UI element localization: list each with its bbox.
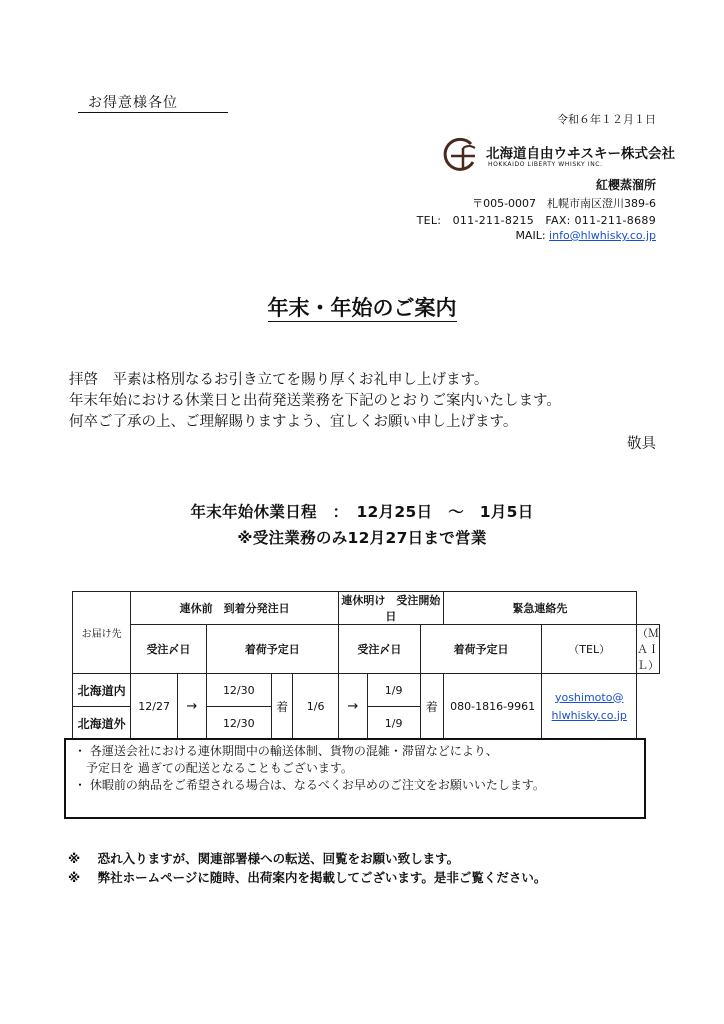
after-order-start: 1/6 — [293, 674, 339, 740]
recipient-underline — [78, 112, 228, 113]
document-date: 令和６年１２月１日 — [557, 113, 656, 126]
notice-item-1 — [74, 743, 644, 760]
footer-mark: ※ — [68, 851, 81, 866]
sub-order-deadline-after: 受注〆日 — [338, 625, 420, 674]
notice-item-1-cont — [74, 760, 644, 777]
company-mail — [515, 229, 656, 242]
bullet: ・ — [74, 778, 87, 792]
mail-label: MAIL: — [515, 229, 546, 242]
footer-note-2-text: 弊社ホームページに随時、出荷案内を掲載してございます。是非ご覧ください。 — [97, 870, 547, 885]
schedule-table — [72, 591, 660, 740]
arrow-after: → — [338, 674, 367, 740]
mail-link[interactable]: info@hlwhisky.co.jp — [549, 229, 656, 242]
footer-note-1-text: 恐れ入りますが、関連部署様への転送、回覧をお願い致します。 — [97, 851, 460, 866]
company-tel-fax: TEL: 011-211-8215 FAX: 011-211-8689 — [416, 214, 656, 227]
header-before-holiday: 連休前 到着分発注日 — [131, 592, 339, 625]
sub-tel: （TEL） — [542, 625, 637, 674]
arrive-mark-after: 着 — [420, 674, 443, 740]
header-destination: お届け先 — [73, 592, 131, 674]
notice-item-2 — [74, 777, 644, 794]
page-title-text: 年末・年始のご案内 — [267, 296, 457, 320]
footer-note-1 — [68, 849, 459, 867]
company-address: 〒005-0007 札幌市南区澄川389-6 — [472, 197, 656, 210]
header-emergency-contact: 緊急連絡先 — [443, 592, 636, 625]
greeting-line-3: 何卒ご了承の上、ご理解賜りますよう、宜しくお願い申し上げます。 — [69, 414, 518, 430]
emergency-mail-line-2[interactable]: hlwhisky.co.jp — [551, 708, 627, 722]
header-after-holiday: 連休明け 受注開始日 — [338, 592, 443, 625]
arrive-mark-before: 着 — [271, 674, 292, 740]
sub-arrival-date-after: 着荷予定日 — [420, 625, 542, 674]
distillery-name: 紅櫻蒸溜所 — [595, 178, 656, 192]
arrow-before: → — [178, 674, 207, 740]
emergency-mail-line-1[interactable]: yoshimoto@ — [554, 690, 624, 704]
notice-item-1-line-2: 予定日を 過ぎての配送となることもございます。 — [86, 761, 353, 775]
row-destination-hokkaido: 北海道内 — [73, 674, 131, 707]
before-order-deadline: 12/27 — [131, 674, 178, 740]
emergency-mail[interactable] — [542, 674, 637, 740]
row1-arrival-before: 12/30 — [206, 674, 271, 707]
sub-arrival-date: 着荷予定日 — [206, 625, 338, 674]
greeting-line-2: 年末年始における休業日と出荷発送業務を下記のとおりご案内いたします。 — [69, 393, 561, 409]
order-business-note: ※受注業務のみ12月27日まで営業 — [237, 529, 487, 547]
bullet: ・ — [74, 744, 87, 758]
row-destination-outside: 北海道外 — [73, 707, 131, 740]
company-logo-icon — [441, 136, 481, 174]
emergency-tel: 080-1816-9961 — [443, 674, 542, 740]
greeting-line-1: 拝啓 平素は格別なるお引き立てを賜り厚くお礼申し上げます。 — [69, 372, 489, 388]
notice-box — [64, 738, 646, 819]
row1-arrival-after: 1/9 — [367, 674, 420, 707]
footer-mark: ※ — [68, 870, 81, 885]
company-name: 北海道自由ウヰスキー株式会社 — [486, 146, 675, 162]
sub-order-deadline: 受注〆日 — [131, 625, 206, 674]
closing: 敬具 — [627, 436, 656, 452]
greeting — [69, 370, 561, 433]
sub-mail: （ＭＡＩＬ） — [637, 625, 660, 674]
notice-item-1-line-1: 各運送会社における連休期間中の輸送体制、貨物の混雑・滞留などにより、 — [89, 744, 498, 758]
recipient: お得意様各位 — [88, 95, 178, 111]
row2-arrival-after: 1/9 — [367, 707, 420, 740]
holiday-schedule: 年末年始休業日程 ： 12月25日 ～ 1月5日 — [190, 503, 534, 521]
footer-note-2 — [68, 868, 546, 886]
row2-arrival-before: 12/30 — [206, 707, 271, 740]
notice-item-2-text: 休暇前の納品をご希望される場合は、なるべくお早めのご注文をお願いいたします。 — [89, 778, 545, 792]
company-name-en: HOKKAIDO LIBERTY WHISKY INC. — [488, 161, 603, 168]
page-title — [0, 292, 724, 322]
